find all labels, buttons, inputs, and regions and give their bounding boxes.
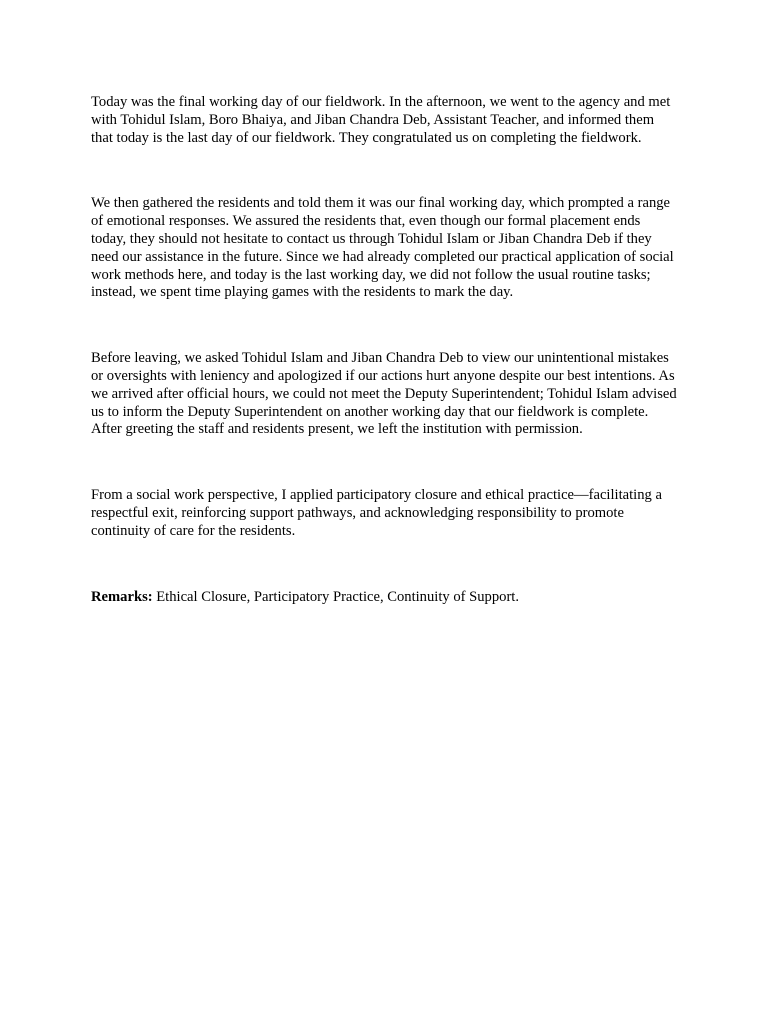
remarks-text: Ethical Closure, Participatory Practice, Continuity of Support. — [152, 588, 520, 605]
remarks-line — [91, 589, 677, 607]
paragraph-social-work-perspective: From a social work perspective, I applied participatory closure and ethical practice—facilitating a respectful exit, reinforcing support pathways, and acknowledging responsibility to promote continuity of care for the residents. — [91, 487, 662, 539]
paragraph-before-leaving: Before leaving, we asked Tohidul Islam and Jiban Chandra Deb to view our unintentional mistakes or oversights with leniency and apologized if our actions hurt anyone despite our best intentions. As we arrived after official hours, we could not meet the Deputy Superintendent; Tohidul Islam advised us to inform the Deputy Superintendent on another working day that our fieldwork is complete. After greeting the staff and residents present, we left the institution with permission. — [91, 350, 677, 438]
document-body — [91, 94, 677, 606]
paragraph-residents: We then gathered the residents and told them it was our final working day, which prompted a range of emotional responses. We assured the residents that, even though our formal placement ends today, they should not hesitate to contact us through Tohidul Islam or Jiban Chandra Deb if they need our assistance in the future. Since we had already completed our practical application of social work methods here, and today is the last working day, we did not follow the usual routine tasks; instead, we spent time playing games with the residents to mark the day. — [91, 195, 674, 301]
remarks-label: Remarks: — [91, 588, 153, 605]
paragraph-final-day: Today was the final working day of our fieldwork. In the afternoon, we went to the agency and met with Tohidul Islam, Boro Bhaiya, and Jiban Chandra Deb, Assistant Teacher, and informed them that today is the last day of our fieldwork. They congratulated us on completing the fieldwork. — [91, 94, 671, 146]
